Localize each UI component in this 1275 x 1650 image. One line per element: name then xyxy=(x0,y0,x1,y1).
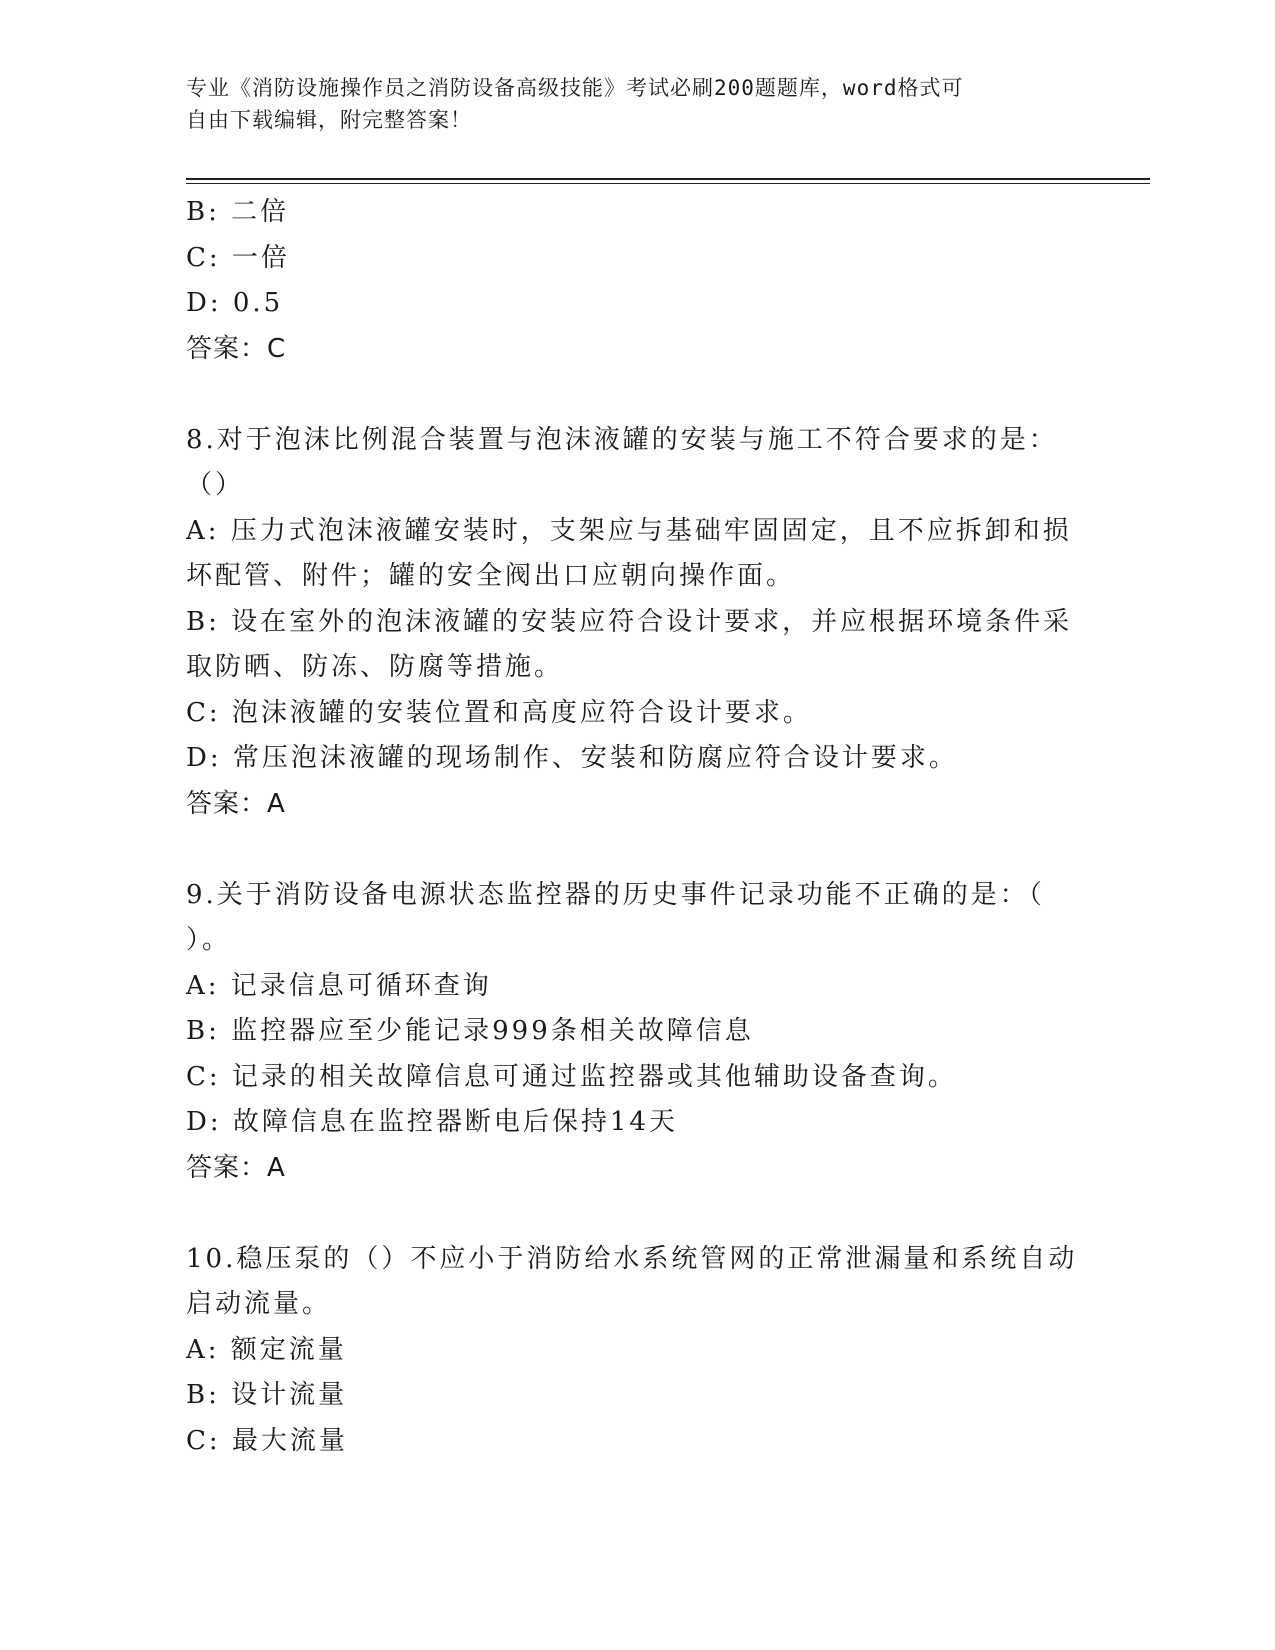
question-stem: 9.关于消防设备电源状态监控器的历史事件记录功能不正确的是：（ xyxy=(186,879,1045,910)
option-a: A: 记录信息可循环查询 xyxy=(186,970,492,1001)
option-c: C: 泡沫液罐的安装位置和高度应符合设计要求。 xyxy=(186,697,812,728)
answer: 答案：A xyxy=(186,1152,286,1183)
question-7-tail xyxy=(186,190,1086,372)
option-c: C: 最大流量 xyxy=(186,1425,348,1456)
spacer xyxy=(186,827,1086,873)
question-10 xyxy=(186,1237,1086,1465)
question-stem-cont: ）。 xyxy=(186,925,232,955)
question-9 xyxy=(186,873,1086,1192)
answer: 答案：A xyxy=(186,788,286,819)
option-c: C: 记录的相关故障信息可通过监控器或其他辅助设备查询。 xyxy=(186,1061,957,1092)
header-divider-thick xyxy=(186,178,1150,180)
option-b: B: 设在室外的泡沫液罐的安装应符合设计要求，并应根据环境条件采 xyxy=(186,606,1073,637)
answer: 答案：C xyxy=(186,333,287,364)
option-b-cont: 取防晒、防冻、防腐等措施。 xyxy=(186,652,564,682)
question-list xyxy=(186,190,1086,1464)
spacer xyxy=(186,372,1086,418)
question-stem: 8.对于泡沫比例混合装置与泡沫液罐的安装与施工不符合要求的是： xyxy=(186,424,1058,455)
option-b: B: 设计流量 xyxy=(186,1380,348,1410)
question-stem: 10.稳压泵的（）不应小于消防给水系统管网的正常泄漏量和系统自动 xyxy=(186,1243,1078,1274)
question-stem-cont: 启动流量。 xyxy=(186,1289,332,1319)
option-d: D: 故障信息在监控器断电后保持14天 xyxy=(186,1107,678,1137)
option-a: A: 额定流量 xyxy=(186,1334,347,1365)
option-c: C: 一倍 xyxy=(186,242,290,273)
header-line-1: 专业《消防设施操作员之消防设备高级技能》考试必刷200题题库，word格式可 xyxy=(186,76,964,100)
option-d: D: 常压泡沫液罐的现场制作、安装和防腐应符合设计要求。 xyxy=(186,743,958,773)
header-line-2: 自由下载编辑，附完整答案！ xyxy=(186,108,472,132)
option-b: B: 二倍 xyxy=(186,197,290,227)
spacer xyxy=(186,1191,1086,1237)
question-stem-cont: （） xyxy=(186,470,245,500)
option-b: B: 监控器应至少能记录999条相关故障信息 xyxy=(186,1016,754,1046)
option-d: D: 0.5 xyxy=(186,288,284,318)
document-header xyxy=(186,72,1066,136)
question-8 xyxy=(186,418,1086,828)
header-divider-thin xyxy=(186,183,1150,184)
option-a-cont: 坏配管、附件；罐的安全阀出口应朝向操作面。 xyxy=(186,561,796,591)
option-a: A: 压力式泡沫液罐安装时，支架应与基础牢固固定，且不应拆卸和损 xyxy=(186,515,1072,546)
